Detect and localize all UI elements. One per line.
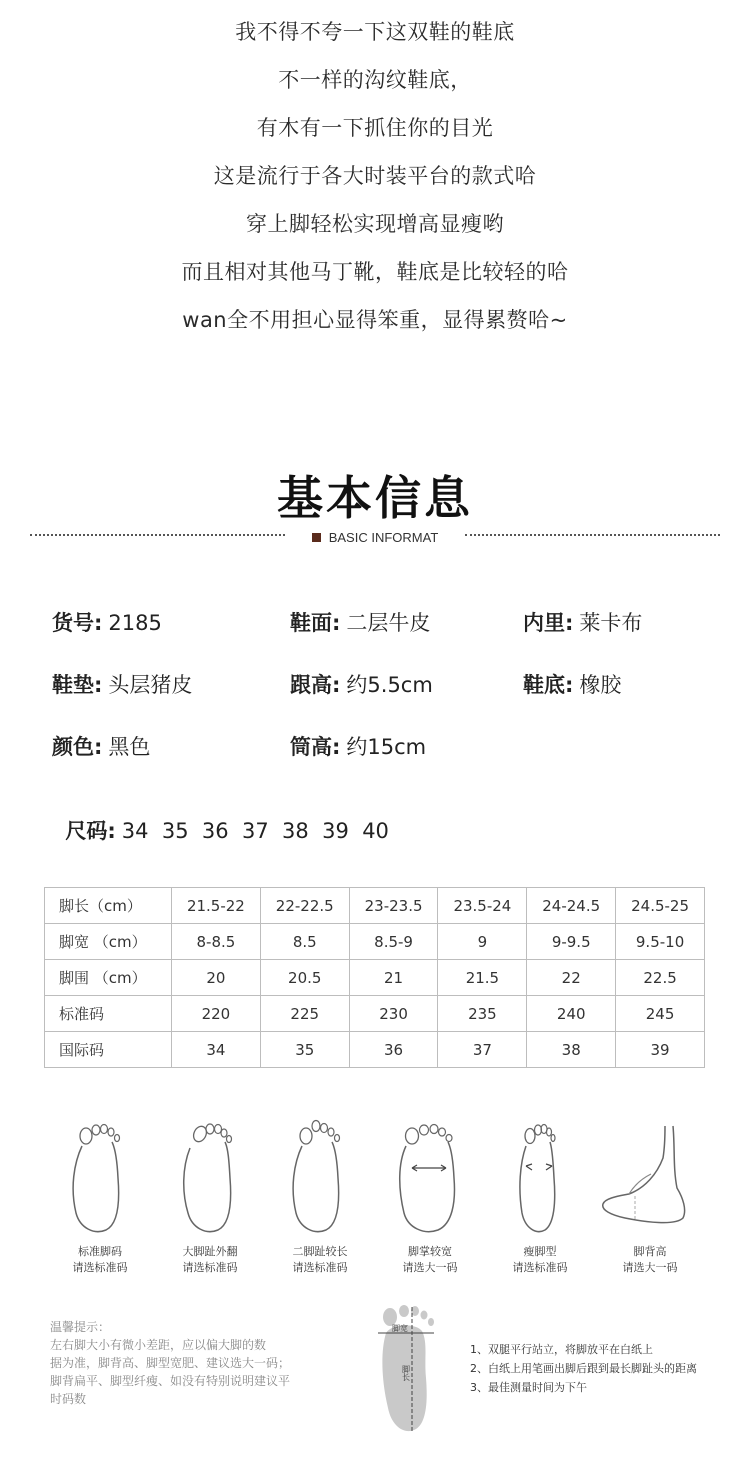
intro-line: 不一样的沟纹鞋底， (278, 68, 472, 92)
dotted-rule-right (465, 534, 720, 536)
spec-label: 鞋面: (290, 611, 341, 635)
foot-type-name: 大脚趾外翻 (182, 1245, 238, 1258)
measure-width-label: 脚宽 (392, 1324, 408, 1333)
spec-value: 莱卡布 (579, 611, 643, 635)
table-cell: 22-22.5 (260, 888, 349, 924)
spec-insole (52, 669, 192, 699)
measure-length-label: 脚长 (401, 1365, 411, 1381)
row-header: 脚宽 （cm） (45, 924, 172, 960)
section-subtitle-wrap (300, 527, 450, 547)
spec-value: 橡胶 (579, 673, 622, 697)
table-cell: 9-9.5 (527, 924, 616, 960)
square-bullet-icon (312, 533, 321, 542)
foot-outline-icon (170, 1118, 250, 1238)
table-row (45, 960, 705, 996)
table-cell: 24.5-25 (616, 888, 705, 924)
intro-line: 穿上脚轻松实现增高显瘦哟 (246, 212, 504, 236)
spec-item-no (52, 607, 162, 637)
spec-value: 34 35 36 37 38 39 40 (121, 819, 389, 843)
foot-type-advice: 请选标准码 (292, 1261, 348, 1274)
size-table (44, 887, 705, 1068)
table-cell: 225 (260, 996, 349, 1032)
spec-lining (523, 607, 642, 637)
table-row (45, 996, 705, 1032)
tips-line: 脚背扁平、脚型纤瘦、如没有特别说明建议平 (50, 1374, 291, 1388)
table-cell: 235 (438, 996, 527, 1032)
table-cell: 9 (438, 924, 527, 960)
table-cell: 37 (438, 1032, 527, 1068)
table-cell: 21.5 (438, 960, 527, 996)
table-cell: 35 (260, 1032, 349, 1068)
spec-sizes (52, 791, 389, 845)
table-cell: 9.5-10 (616, 924, 705, 960)
table-cell: 240 (527, 996, 616, 1032)
foot-type-name: 二脚趾较长 (292, 1245, 348, 1258)
foot-types (35, 1118, 715, 1288)
table-row (45, 924, 705, 960)
spec-value: 黑色 (108, 735, 151, 759)
section-subtitle: BASIC INFORMAT (328, 530, 439, 545)
foot-type-bunion (155, 1118, 265, 1276)
table-cell: 20 (172, 960, 261, 996)
foot-outline-icon (500, 1118, 580, 1238)
foot-type-name: 标准脚码 (78, 1245, 122, 1258)
intro-line: 有木有一下抓住你的目光 (256, 116, 494, 140)
spec-upper (290, 607, 430, 637)
foot-outline-icon (280, 1118, 360, 1238)
foot-type-advice: 请选大一码 (402, 1261, 458, 1274)
row-header: 脚长（cm） (45, 888, 172, 924)
spec-label: 鞋垫: (52, 673, 103, 697)
table-cell: 23.5-24 (438, 888, 527, 924)
table-cell: 21 (349, 960, 438, 996)
tips-line: 时码数 (50, 1392, 87, 1406)
tips-title: 温馨提示： (50, 1320, 111, 1334)
table-cell: 22.5 (616, 960, 705, 996)
foot-type-slim (485, 1118, 595, 1276)
row-header: 脚围 （cm） (45, 960, 172, 996)
tips-text (50, 1318, 350, 1408)
table-cell: 38 (527, 1032, 616, 1068)
section-divider (30, 527, 720, 547)
spec-label: 货号: (52, 611, 103, 635)
foot-type-high-instep (595, 1118, 705, 1276)
table-cell: 22 (527, 960, 616, 996)
table-cell: 220 (172, 996, 261, 1032)
table-cell: 8-8.5 (172, 924, 261, 960)
table-cell: 21.5-22 (172, 888, 261, 924)
spec-value: 约15cm (346, 735, 427, 759)
spec-shaft (290, 731, 426, 761)
foot-side-icon (595, 1118, 705, 1238)
row-header: 国际码 (45, 1032, 172, 1068)
table-cell: 39 (616, 1032, 705, 1068)
footprint-icon (376, 1303, 446, 1438)
spec-sole (523, 669, 621, 699)
table-cell: 8.5 (260, 924, 349, 960)
foot-type-name: 脚掌较宽 (408, 1245, 452, 1258)
spec-label: 尺码: (65, 819, 116, 843)
measure-step: 1、双腿平行站立，将脚放平在白纸上 (470, 1343, 653, 1356)
spec-label: 鞋底: (523, 673, 574, 697)
spec-label: 内里: (523, 611, 574, 635)
foot-type-wide (375, 1118, 485, 1276)
measure-steps (470, 1340, 730, 1397)
intro-line: wan全不用担心显得笨重，显得累赘哈~ (182, 308, 568, 332)
table-cell: 23-23.5 (349, 888, 438, 924)
row-header: 标准码 (45, 996, 172, 1032)
table-cell: 34 (172, 1032, 261, 1068)
foot-outline-icon (60, 1118, 140, 1238)
section-title: 基本信息 (277, 471, 473, 525)
table-cell: 24-24.5 (527, 888, 616, 924)
foot-outline-icon (390, 1118, 470, 1238)
foot-type-advice: 请选大一码 (622, 1261, 678, 1274)
table-cell: 8.5-9 (349, 924, 438, 960)
tips-line: 左右脚大小有微小差距，应以偏大脚的数 (50, 1338, 267, 1352)
foot-type-long-second-toe (265, 1118, 375, 1276)
spec-value: 2185 (108, 611, 162, 635)
table-row (45, 888, 705, 924)
spec-label: 跟高: (290, 673, 341, 697)
measure-step: 3、最佳测量时间为下午 (470, 1381, 587, 1394)
table-cell: 245 (616, 996, 705, 1032)
table-cell: 36 (349, 1032, 438, 1068)
spec-heel (290, 669, 433, 699)
table-cell: 230 (349, 996, 438, 1032)
tips-line: 据为准，脚背高、脚型宽肥、建议选大一码； (50, 1356, 291, 1370)
measure-step: 2、白纸上用笔画出脚后跟到最长脚趾头的距离 (470, 1362, 697, 1375)
spec-value: 二层牛皮 (346, 611, 431, 635)
measure-foot-illustration (376, 1303, 446, 1438)
intro-line: 我不得不夸一下这双鞋的鞋底 (235, 20, 515, 44)
intro-copy (0, 12, 750, 348)
table-cell: 20.5 (260, 960, 349, 996)
spec-value: 约5.5cm (346, 673, 433, 697)
foot-type-name: 脚背高 (633, 1245, 667, 1258)
spec-label: 颜色: (52, 735, 103, 759)
foot-type-name: 瘦脚型 (523, 1245, 557, 1258)
foot-type-advice: 请选标准码 (182, 1261, 238, 1274)
dotted-rule-left (30, 534, 285, 536)
intro-line: 而且相对其他马丁靴，鞋底是比较轻的哈 (181, 260, 569, 284)
foot-type-standard (45, 1118, 155, 1276)
foot-type-advice: 请选标准码 (512, 1261, 568, 1274)
spec-label: 筒高: (290, 735, 341, 759)
spec-color (52, 731, 150, 761)
intro-line: 这是流行于各大时装平台的款式哈 (213, 164, 537, 188)
foot-type-advice: 请选标准码 (72, 1261, 128, 1274)
table-row (45, 1032, 705, 1068)
spec-value: 头层猪皮 (108, 673, 193, 697)
